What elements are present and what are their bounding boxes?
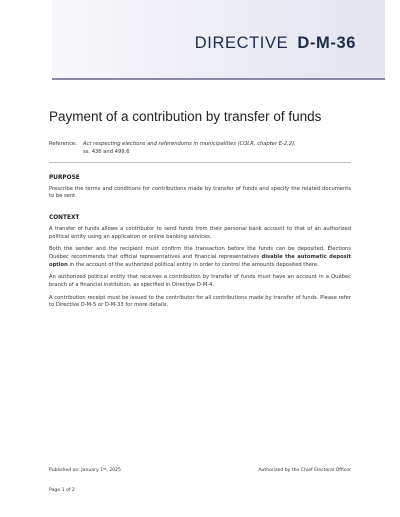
context-paragraph-4: A contribution receipt must be issued to the contributor for all contributions made by transfer of funds. Please refer to Directive D-M-5 or D-M-33 for more details.	[49, 294, 351, 309]
purpose-text: Prescribe the terms and conditions for contributions made by transfer of funds and specify the related documents to be sent.	[49, 185, 351, 200]
context-p2-text-a: Both the sender and the recipient must confirm the transaction before the funds can be deposited. Élections Québec recommends that official representatives and financial representatives	[49, 246, 351, 260]
context-paragraph-1: A transfer of funds allows a contributor to send funds from their personal bank account to that of an authorized political entity using an application or online banking services.	[49, 225, 351, 240]
published-ordinal: st	[103, 467, 107, 471]
authorized-by: Authorized by the Chief Electoral Officer	[258, 468, 351, 473]
directive-number: D-M-36	[297, 34, 356, 52]
directive-heading	[195, 34, 356, 53]
published-suffix: , 2025	[106, 468, 121, 473]
context-paragraph-3: An authorized political entity that receives a contribution by transfer of funds must have an account in a Québec branch of a financial institution, as specified in Directive D-M-4.	[49, 274, 351, 289]
document-body	[49, 175, 351, 315]
reference-sections: ss. 436 and 499.6	[83, 149, 130, 156]
published-prefix: Published on: January 1	[49, 468, 104, 473]
section-divider	[49, 162, 351, 163]
reference-label: Reference:	[49, 141, 77, 147]
published-date	[49, 468, 121, 473]
page-number: Page 1 of 2	[49, 488, 75, 493]
context-p2-text-b: in the account of the authorized political entity in order to control the amounts deposited there.	[67, 261, 319, 268]
context-heading: CONTEXT	[49, 215, 80, 222]
context-p2-emphasis: disable the automatic deposit option	[49, 253, 352, 268]
reference-act: Act respecting elections and referendums in municipalities (CQLR, chapter E-2.2),	[83, 141, 296, 147]
purpose-heading: PURPOSE	[49, 175, 80, 181]
directive-label: DIRECTIVE	[194, 34, 289, 52]
document-title: Payment of a contribution by transfer of funds	[49, 109, 322, 124]
section-spacer	[49, 206, 351, 215]
reference-block	[49, 140, 359, 156]
header-rule	[52, 78, 385, 80]
context-paragraph-2	[49, 246, 351, 269]
